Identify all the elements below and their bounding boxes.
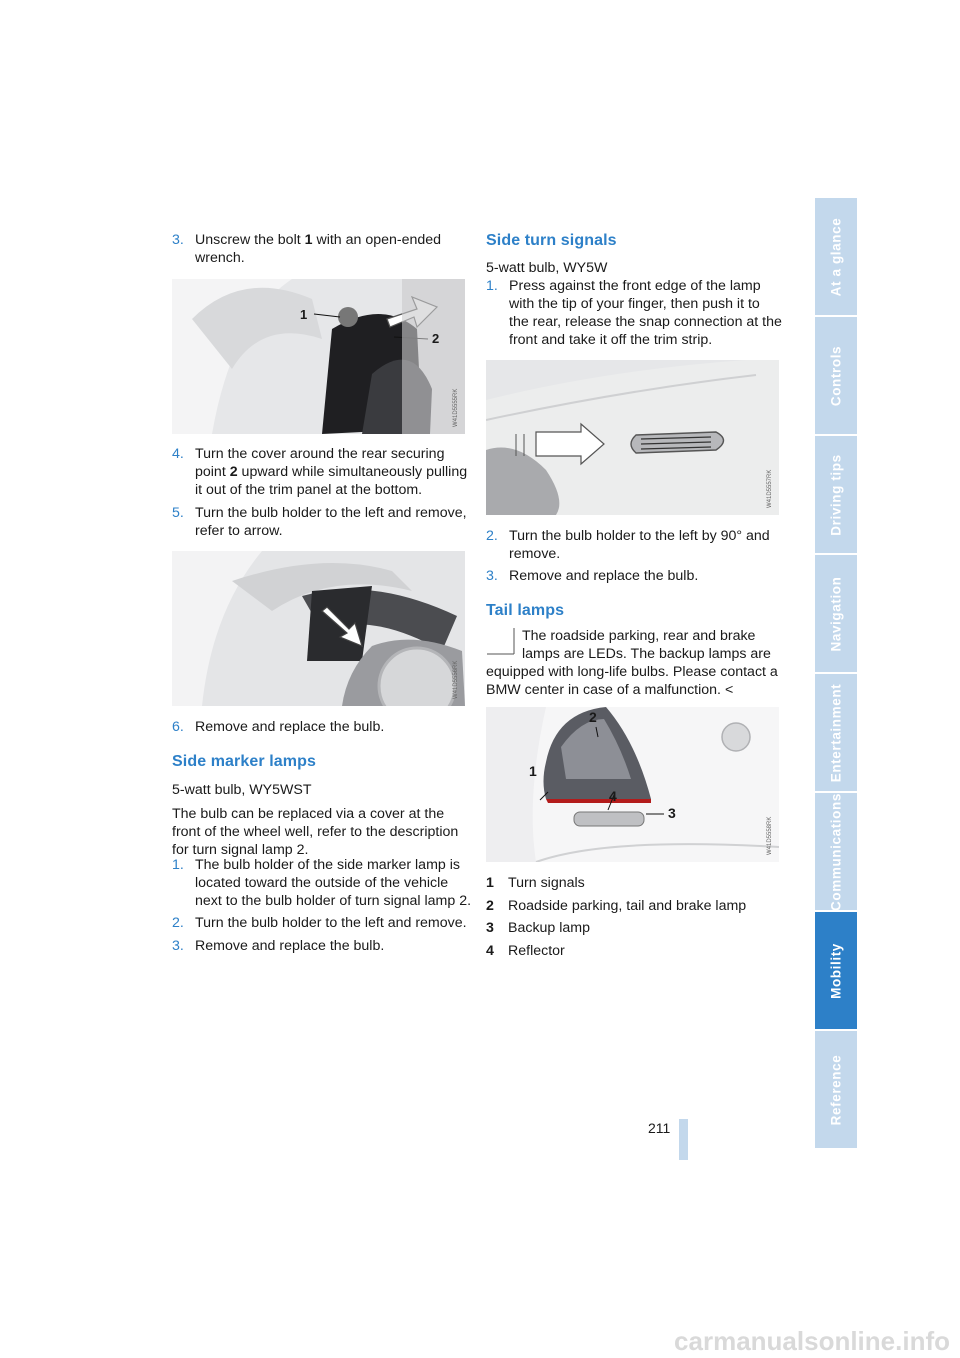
step-5-bulb-holder: 5. Turn the bulb holder to the left and remove, refer to arrow.	[172, 505, 467, 539]
step-number: 2.	[172, 915, 184, 931]
tab-communications[interactable]: Communications	[815, 793, 857, 912]
side-marker-step-1: 1. The bulb holder of the side marker lamp is located toward the outside of the vehicle next to the bulb holder of turn signal lamp 2.	[172, 857, 472, 909]
tab-navigation[interactable]: Navigation	[815, 555, 857, 674]
step-number: 1.	[172, 857, 184, 873]
side-marker-bulb-spec: 5-watt bulb, WY5WST	[172, 782, 312, 798]
side-turn-step-3: 3. Remove and replace the bulb.	[486, 568, 699, 584]
side-turn-step-2: 2. Turn the bulb holder to the left by 90° and remove.	[486, 528, 770, 562]
step-3-unscrew-bolt: 3. Unscrew the bolt 1 with an open-ended wrench.	[172, 232, 442, 266]
tab-entertainment[interactable]: Entertainment	[815, 674, 857, 793]
end-mark: <	[724, 682, 734, 698]
figure-bulb-holder	[172, 551, 465, 706]
tab-controls[interactable]: Controls	[815, 317, 857, 436]
callout-3: 3	[668, 805, 676, 821]
step-number: 1.	[486, 278, 498, 294]
svg-text:carmanualsonline.info: carmanualsonline.info	[674, 1326, 950, 1356]
site-watermark	[0, 1320, 960, 1358]
figure-tail-lamp	[486, 707, 779, 862]
step-number: 5.	[172, 505, 184, 521]
bulb-holder-illustration	[172, 551, 465, 706]
legend-item-4: 4 Reflector	[486, 943, 565, 959]
legend-item-2: 2 Roadside parking, tail and brake lamp	[486, 898, 747, 914]
heading-side-turn-signals: Side turn signals	[486, 232, 617, 249]
tail-lamps-note: The roadside parking, rear and brake lamps are LEDs. The backup lamps are equipped with long-life bulbs. Please contact a BMW center in case of a malfunction. <	[486, 628, 778, 698]
step-number: 3.	[486, 568, 498, 584]
step-number: 2.	[486, 528, 498, 544]
step-number: 6.	[172, 719, 184, 735]
callout-4: 4	[609, 788, 617, 804]
heading-tail-lamps: Tail lamps	[486, 602, 565, 619]
figure-cover-bolt	[172, 279, 465, 434]
side-turn-signal-illustration	[486, 360, 779, 515]
page-number-bar	[679, 1119, 688, 1160]
side-marker-step-3: 3. Remove and replace the bulb.	[172, 938, 385, 954]
heading-side-marker-lamps: Side marker lamps	[172, 753, 316, 770]
step-number: 4.	[172, 446, 184, 462]
callout-1: 1	[529, 763, 537, 779]
page-number: 211	[648, 1120, 671, 1136]
figure-side-turn-signal	[486, 360, 779, 515]
cover-bolt-illustration	[172, 279, 465, 434]
tab-at-a-glance[interactable]: At a glance	[815, 198, 857, 317]
side-marker-intro: The bulb can be replaced via a cover at the front of the wheel well, refer to the description for turn signal lamp 2.	[172, 806, 459, 858]
figure-code: W41D5556RK	[453, 660, 459, 699]
callout-2: 2	[432, 331, 440, 346]
step-number: 3.	[172, 938, 184, 954]
step-6-replace-bulb: 6. Remove and replace the bulb.	[172, 719, 385, 735]
tab-mobility[interactable]: Mobility	[815, 912, 857, 1031]
tab-reference[interactable]: Reference	[815, 1031, 857, 1150]
legend-item-1: 1 Turn signals	[486, 875, 585, 891]
figure-code: W41D5558RK	[767, 816, 773, 855]
tail-lamp-illustration	[486, 707, 779, 862]
tab-driving-tips[interactable]: Driving tips	[815, 436, 857, 555]
step-number: 3.	[172, 232, 184, 248]
callout-1: 1	[300, 307, 308, 322]
figure-code: W41D5555RK	[453, 388, 459, 427]
figure-code: W41D5557RK	[767, 469, 773, 508]
side-marker-step-2: 2. Turn the bulb holder to the left and remove.	[172, 915, 467, 931]
side-turn-bulb-spec: 5-watt bulb, WY5W	[486, 260, 608, 276]
step-4-turn-cover: 4. Turn the cover around the rear securing point 2 upward while simultaneously pulling it out of the trim panel at the bottom.	[172, 446, 468, 498]
legend-item-3: 3 Backup lamp	[486, 920, 591, 936]
callout-2: 2	[589, 709, 597, 725]
side-turn-step-1: 1. Press against the front edge of the lamp with the tip of your finger, then push it to the rear, release the snap connection at the front and take it off the trim strip.	[486, 278, 782, 348]
